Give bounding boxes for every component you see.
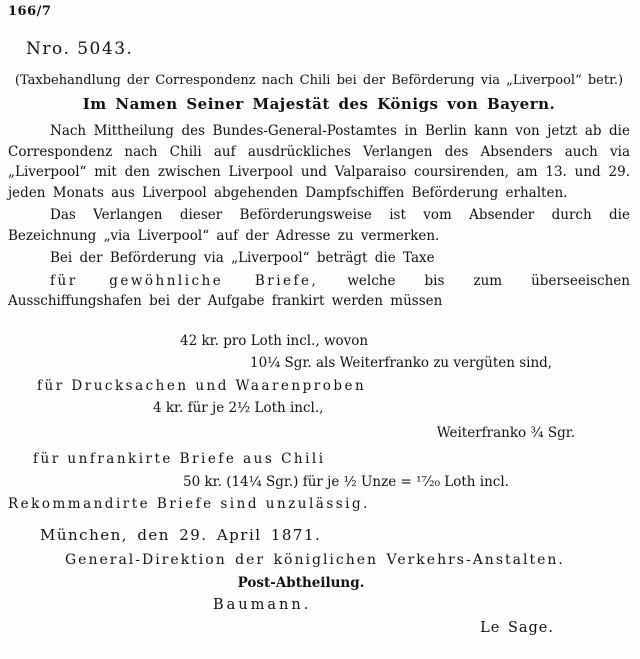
unpaid-rate-line: 50 kr. (14¼ Sgr.) für je ½ Unze = ¹⁷⁄₂₀ Loth incl. (183, 473, 509, 490)
countersignature-lesage: Le Sage. (480, 619, 554, 636)
letters-clause-rest: welche bis zum überseeischen Ausschiffungshafen bei der Aufgabe frankirt werden müssen (8, 272, 630, 309)
decree-number: Nro. 5043. (26, 39, 134, 59)
paragraph-tariff-intro: Bei der Beförderung via „Liverpool“ beträgt die Taxe (50, 250, 435, 266)
registered-mail-note: Rekommandirte Briefe sind unzulässig. (8, 496, 370, 512)
authority-signature: General-Direktion der königlichen Verkehrs-Anstalten. (65, 551, 565, 568)
printed-matter-clause: für Drucksachen und Waarenproben (37, 377, 367, 394)
unpaid-letters-clause: für unfrankirte Briefe aus Chili (33, 451, 326, 467)
royal-heading: Im Namen Seiner Majestät des Königs von Bayern. (82, 95, 556, 113)
letter-weiterfranko-line: 10¼ Sgr. als Weiterfranko zu vergüten sind, (250, 355, 553, 371)
printed-matter-rate-line: 4 kr. für je 2½ Loth incl., (153, 400, 324, 416)
signature-baumann: Baumann. (213, 596, 312, 613)
dateline: München, den 29. April 1871. (40, 525, 322, 544)
decree-body (8, 121, 630, 515)
letters-clause-lead: für gewöhnliche Briefe, (50, 272, 319, 289)
printed-weiterfranko-line: Weiterfranko ¾ Sgr. (436, 424, 575, 441)
letters-clause (8, 271, 630, 312)
subject-line: (Taxbehandlung der Correspondenz nach Chili bei der Beförderung via „Liverpool“ betr.) (14, 73, 624, 88)
letter-rate-line: 42 kr. pro Loth incl., wovon (180, 332, 369, 349)
paragraph-request-note: Das Verlangen dieser Beförderungsweise ist vom Absender durch die Bezeichnung „via Liverpool“ auf der Adresse zu vermerken. (8, 207, 630, 244)
folio-number: 166/7 (8, 4, 52, 19)
paragraph-intro: Nach Mittheilung des Bundes-General-Postamtes in Berlin kann von jetzt ab die Correspondenz nach Chili auf ausdrückliches Verlangen des Absenders auch via „Liverpool“ mit den zwischen Liverpool und Valparaiso coursirenden, am 13. und 29. jeden Monats aus Liverpool abgehenden Dampfschiffen Beförderung erhalten. (8, 123, 630, 201)
post-department-label: Post-Abtheilung. (237, 574, 365, 591)
